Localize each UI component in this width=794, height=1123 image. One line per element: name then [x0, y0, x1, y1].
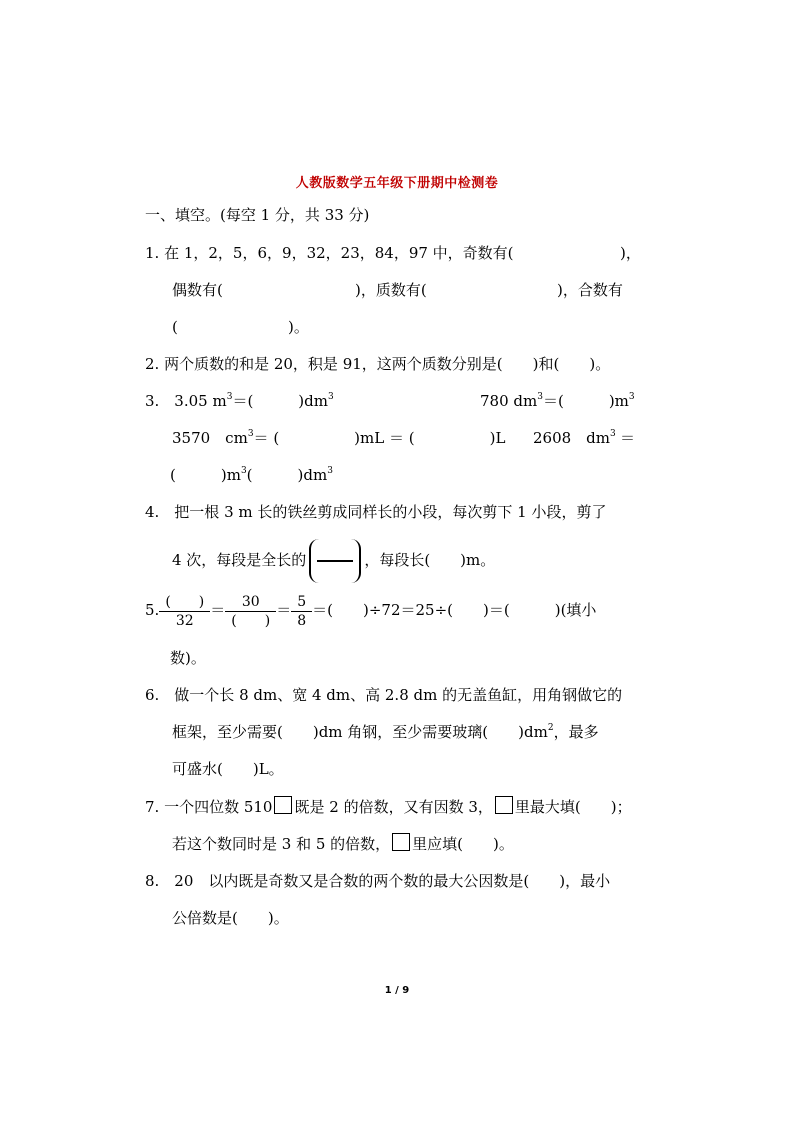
q3-sup: 3: [610, 429, 616, 439]
q7-a2: 既是 2 的倍数，又有因数 3，: [294, 798, 493, 816]
q3-c2: ＝ ( )mL ＝ ( )L: [253, 429, 506, 447]
q3-c4: ＝: [620, 429, 636, 447]
fraction-1-numerator: ( ): [165, 593, 205, 610]
q1-text-c: 偶数有(: [172, 281, 223, 299]
digit-box: [392, 833, 410, 851]
q3-b1: 780 dm: [480, 392, 538, 410]
q4-c: ，每段长( )m。: [364, 551, 496, 569]
question-3-c: [172, 428, 505, 448]
q3-sup: 3: [537, 392, 543, 402]
q1-text-f: (: [172, 318, 178, 336]
q1-close-a: )，: [620, 244, 641, 262]
question-2: 2. 两个质数的和是 20，积是 91，这两个质数分别是( )和( )。: [145, 355, 611, 373]
question-1-line-1: [145, 243, 514, 263]
question-4-a: 4. 把一根 3 m 长的铁丝剪成同样长的小段，每次剪下 1 小段，剪了: [145, 503, 607, 521]
q5-end: 数)。: [170, 649, 206, 667]
question-6-b: [172, 722, 599, 742]
question-7-b: [172, 833, 514, 854]
question-7-a: [145, 796, 632, 817]
question-3-b: [480, 391, 635, 411]
q3-sup: 3: [226, 392, 233, 402]
fraction-bar: [317, 560, 353, 562]
fraction-3: [291, 593, 312, 630]
fraction-1: [159, 593, 210, 630]
q1-text-g: )。: [288, 318, 309, 336]
question-6-a: 6. 做一个长 8 dm、宽 4 dm、高 2.8 dm 的无盖鱼缸，用角钢做它的: [145, 686, 623, 704]
q1-text-a: 1. 在 1，2，5，6，9，32，23，84，97 中，奇数有(: [145, 244, 514, 262]
q3-d1: ( )m: [170, 466, 241, 484]
fraction-2-denominator: ( ): [231, 612, 271, 629]
q3-sup: 3: [327, 466, 333, 476]
page-title: 人教版数学五年级下册期中检测卷: [295, 176, 499, 191]
digit-box: [495, 796, 513, 814]
q1-text-d: )，质数有(: [355, 281, 427, 299]
section-heading: 一、填空。(每空 1 分，共 33 分): [145, 206, 370, 224]
equals-sign: ＝: [276, 601, 292, 619]
equals-sign: ＝: [210, 601, 226, 619]
q3-sup: 3: [327, 392, 334, 402]
question-4-b: [172, 538, 495, 583]
q4-b: 4 次，每段是全长的: [172, 551, 307, 569]
fraction-1-denominator: 32: [175, 612, 194, 629]
fraction-blank: [309, 539, 361, 583]
fraction-3-numerator: 5: [297, 593, 307, 610]
q3-sup: 3: [628, 392, 635, 402]
fraction-2-numerator: 30: [241, 593, 260, 610]
q6-sup: 2: [547, 723, 554, 733]
q3-sup: 3: [247, 429, 254, 439]
q3-c1: 3570 cm: [172, 429, 248, 447]
q3-c3: 2608 dm: [533, 429, 610, 447]
q3-d2: ( )dm: [246, 466, 328, 484]
q7-b1: 若这个数同时是 3 和 5 的倍数，: [172, 835, 391, 853]
q5-rest: ＝( )÷72＝25÷( )＝( )(填小: [312, 601, 597, 619]
q7-b2: 里应填( )。: [412, 835, 514, 853]
q3-sup: 3: [240, 466, 247, 476]
question-3-c2: [533, 428, 616, 448]
question-8-b: 公倍数是( )。: [172, 909, 289, 927]
page-number: 1 / 9: [384, 985, 410, 996]
question-3-d: [170, 465, 333, 485]
q5-number: 5.: [145, 601, 160, 619]
q7-a1: 7. 一个四位数 510: [145, 798, 273, 816]
q7-a3: 里最大填( )；: [514, 798, 632, 816]
q3-a2: ＝( )dm: [232, 392, 328, 410]
fraction-2: [225, 593, 276, 630]
q1-text-e: )，合数有: [557, 281, 623, 299]
q6-b1: 框架，至少需要( )dm 角钢，至少需要玻璃( )dm: [172, 723, 548, 741]
q6-b2: ，最多: [553, 723, 599, 741]
fraction-3-denominator: 8: [297, 612, 307, 629]
q3-b2: ＝( )m: [542, 392, 629, 410]
question-6-c: 可盛水( )L。: [172, 760, 284, 778]
question-5: [145, 592, 596, 630]
question-8-a: 8. 20 以内既是奇数又是合数的两个数的最大公因数是( )，最小: [145, 872, 611, 890]
question-3-a: [145, 391, 334, 411]
q3-a1: 3. 3.05 m: [145, 392, 227, 410]
digit-box: [274, 796, 292, 814]
